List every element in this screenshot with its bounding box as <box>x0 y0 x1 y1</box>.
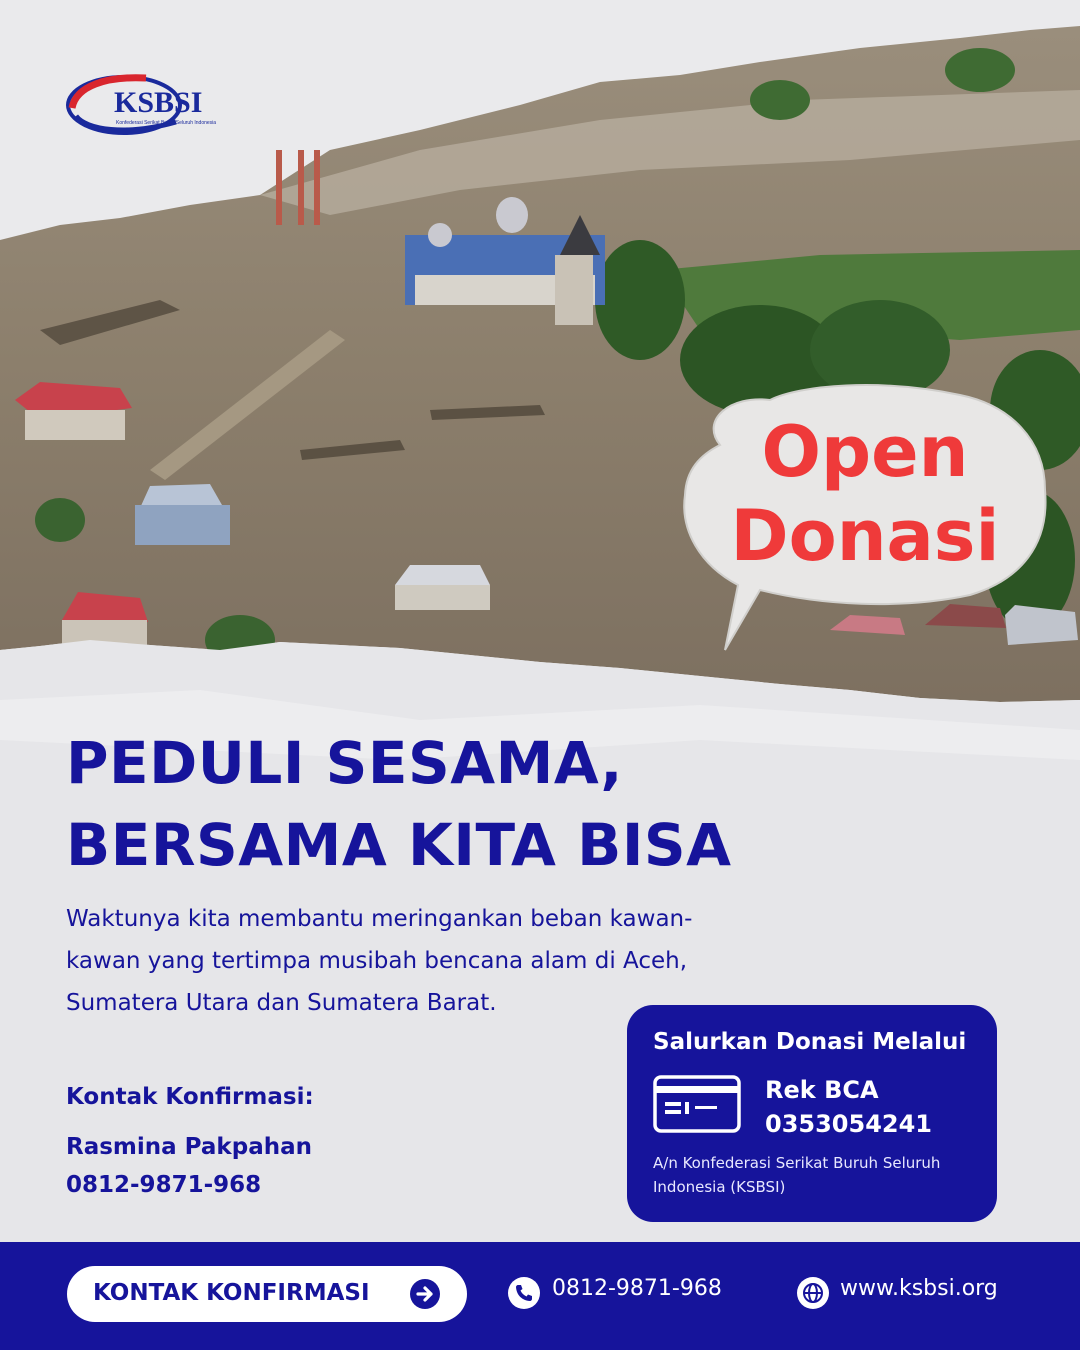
open-donasi-bubble <box>690 410 1040 578</box>
globe-icon <box>796 1276 830 1310</box>
donation-card <box>627 1005 997 1222</box>
account-holder: A/n Konfederasi Serikat Buruh Seluruh Indonesia (KSBSI) <box>653 1154 941 1196</box>
headline-line-2: BERSAMA KITA BISA <box>66 811 732 879</box>
logo-wordmark: KSBSI <box>114 86 203 119</box>
description-line-1: Waktunya kita membantu meringankan beban kawan- <box>66 906 693 932</box>
account-number: 0353054241 <box>765 1110 932 1138</box>
description-line-2: kawan yang tertimpa musibah bencana alam di Aceh, <box>66 948 688 974</box>
contact-name: Rasmina Pakpahan <box>66 1134 312 1160</box>
button-label: KONTAK KONFIRMASI <box>93 1280 370 1306</box>
ksbsi-logo <box>66 72 217 142</box>
footer-bar <box>0 1242 1080 1350</box>
donation-card-title: Salurkan Donasi Melalui <box>653 1029 967 1055</box>
phone-icon <box>507 1276 541 1310</box>
bank-name: Rek BCA <box>765 1076 879 1104</box>
contact-label: Kontak Konfirmasi: <box>66 1084 314 1110</box>
arrow-right-icon <box>409 1278 441 1310</box>
footer-website[interactable]: www.ksbsi.org <box>840 1276 998 1301</box>
description-line-3: Sumatera Utara dan Sumatera Barat. <box>66 990 497 1016</box>
bubble-line-1: Open <box>761 411 969 493</box>
bank-info <box>765 1073 932 1141</box>
contact-phone: 0812-9871-968 <box>66 1172 262 1198</box>
headline <box>66 722 966 886</box>
kontak-konfirmasi-button[interactable] <box>67 1266 467 1322</box>
headline-line-1: PEDULI SESAMA, <box>66 729 623 797</box>
bubble-line-2: Donasi <box>730 495 1000 577</box>
footer-phone[interactable]: 0812-9871-968 <box>552 1276 722 1301</box>
credit-card-icon <box>653 1075 741 1133</box>
contact-block <box>66 1078 314 1204</box>
logo-tagline: Konfederasi Serikat Buruh Seluruh Indonesia <box>116 120 217 126</box>
